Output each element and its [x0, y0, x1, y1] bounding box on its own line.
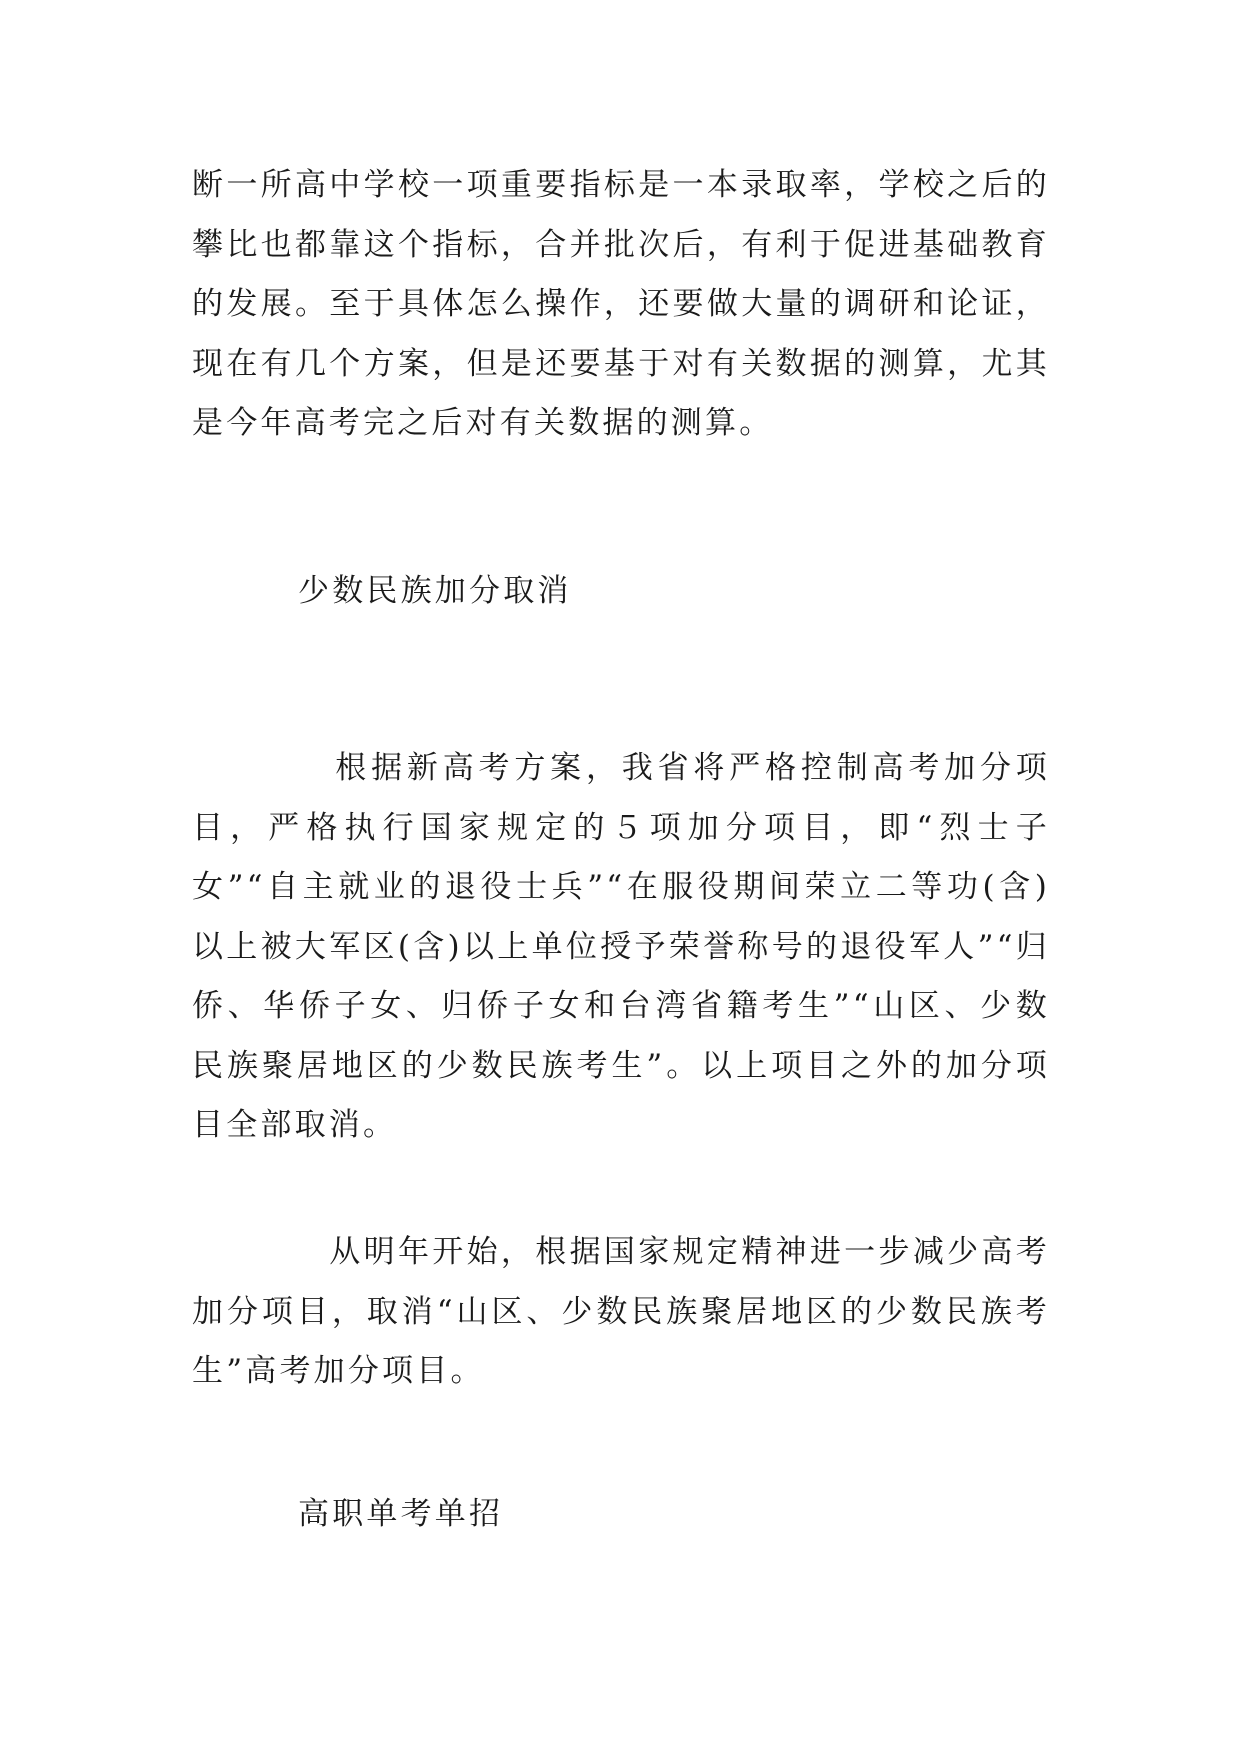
paragraph: 断一所高中学校一项重要指标是一本录取率，学校之后的攀比也都靠这个指标，合并批次后，有利于促进基础教育的发展。至于具体怎么操作，还要做大量的调研和论证，现在有几个方案，但是还要基于对有关数据的测算，尤其是今年高考完之后对有关数据的测算。: [192, 167, 1050, 441]
section-heading: 少数民族加分取消: [298, 573, 572, 609]
paragraph: 从明年开始，根据国家规定精神进一步减少高考加分项目，取消“山区、少数民族聚居地区的少数民族考生”高考加分项目。: [192, 1234, 1050, 1389]
paragraph: 根据新高考方案，我省将严格控制高考加分项目，严格执行国家规定的５项加分项目，即“烈士子女”“自主就业的退役士兵”“在服役期间荣立二等功(含)以上被大军区(含)以上单位授予荣誉称号的退役军人”“归侨、华侨子女、归侨子女和台湾省籍考生”“山区、少数民族聚居地区的少数民族考生”。以上项目之外的加分项目全部取消。: [192, 750, 1050, 1143]
section-heading: 高职单考单招: [298, 1496, 504, 1532]
